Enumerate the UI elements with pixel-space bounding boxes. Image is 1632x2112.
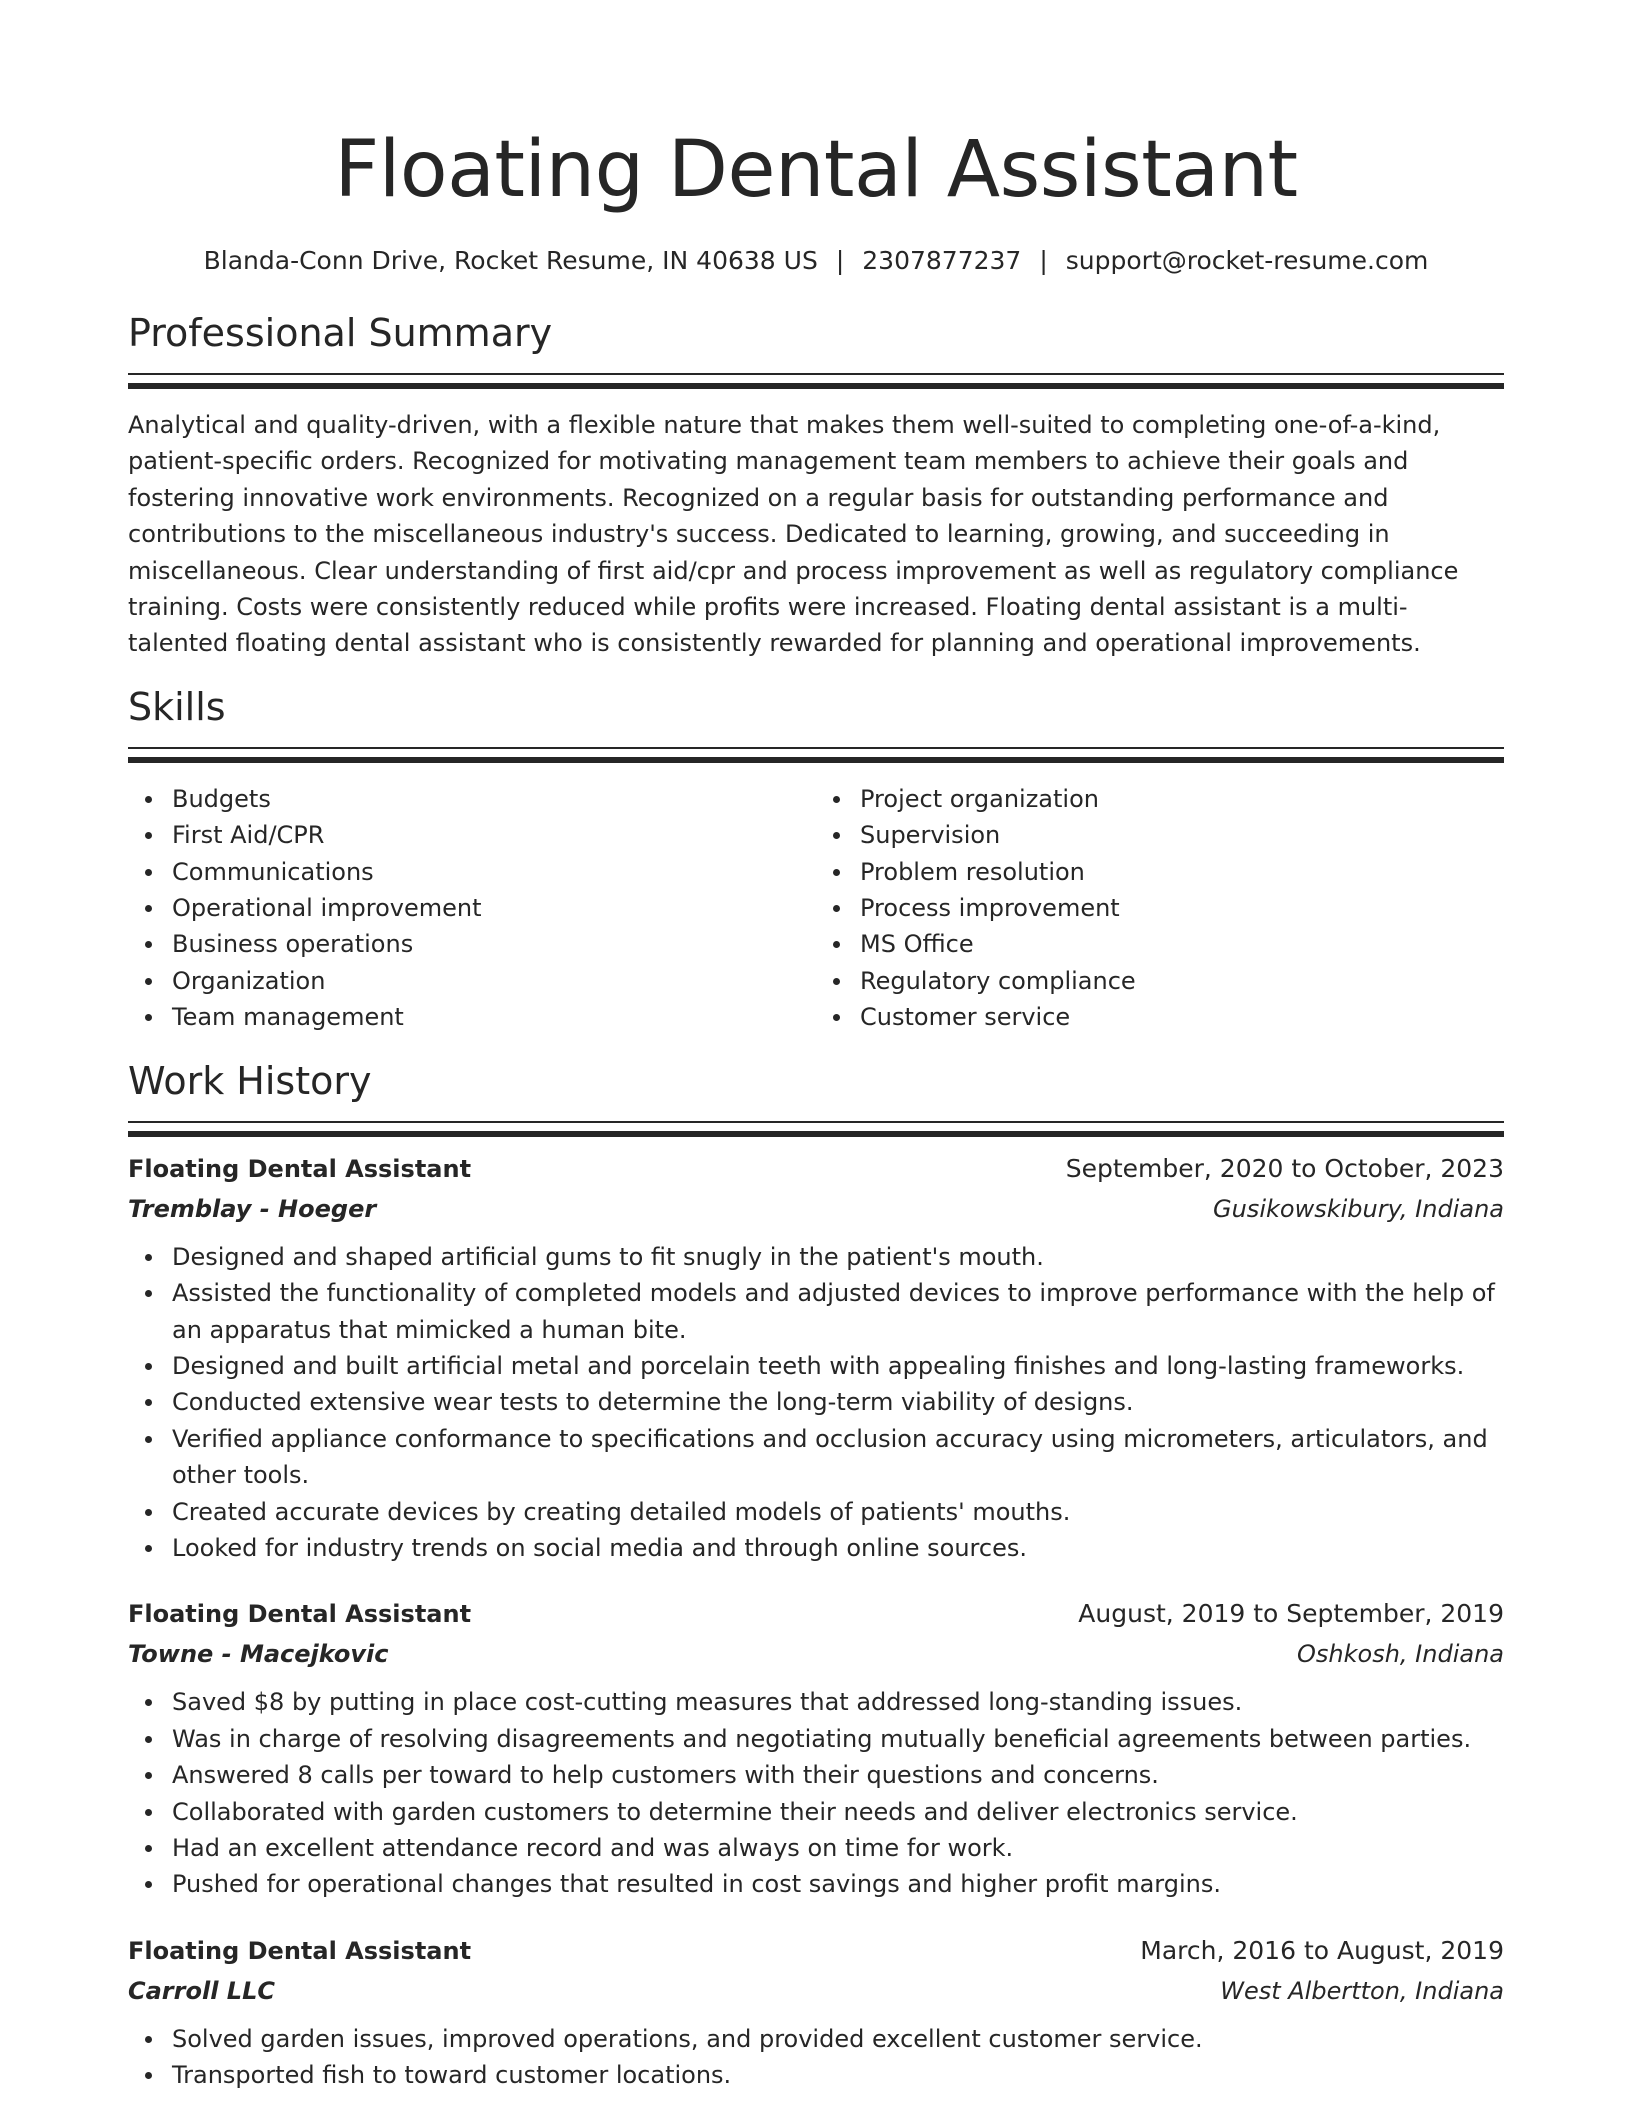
job-company: Towne - Macejkovic (128, 1640, 389, 1669)
job-company: Carroll LLC (128, 1976, 275, 2005)
skills-heading: Skills (128, 684, 226, 729)
contact-line (128, 244, 1504, 278)
job-bullet: Created accurate devices by creating detailed models of patients' mouths. (172, 1494, 1504, 1530)
skill-item: Budgets (172, 781, 816, 817)
work-history-section (128, 1056, 1504, 2094)
job-entry (128, 1596, 1504, 1902)
job-bullet: Assisted the functionality of completed models and adjusted devices to improve performance with the help of an apparatus that mimicked a human bite. (172, 1275, 1504, 1348)
section-divider (128, 373, 1504, 389)
skill-item: Customer service (860, 999, 1504, 1035)
job-title: Floating Dental Assistant (128, 1600, 472, 1629)
contact-separator: | (835, 246, 845, 275)
skills-section (128, 682, 1504, 1036)
job-bullet: Looked for industry trends on social media and through online sources. (172, 1530, 1504, 1566)
job-bullet: Designed and built artificial metal and porcelain teeth with appealing finishes and long-lasting frameworks. (172, 1348, 1504, 1384)
summary-section (128, 308, 1504, 662)
work-history-heading: Work History (128, 1058, 372, 1103)
job-header-row (128, 1151, 1504, 1187)
skill-item: First Aid/CPR (172, 817, 816, 853)
job-bullet: Pushed for operational changes that resulted in cost savings and higher profit margins. (172, 1866, 1504, 1902)
skill-item: MS Office (860, 926, 1504, 962)
section-divider (128, 747, 1504, 763)
job-location: Oshkosh, Indiana (1297, 1640, 1504, 1669)
job-title: Floating Dental Assistant (128, 1936, 472, 1965)
job-bullet: Saved $8 by putting in place cost-cutting measures that addressed long-standing issues. (172, 1684, 1504, 1720)
job-bullet: Transported fish to toward customer locations. (172, 2057, 1504, 2093)
job-bullet: Verified appliance conformance to specifications and occlusion accuracy using micrometers, articulators, and other tools. (172, 1421, 1504, 1494)
skills-list-right (816, 781, 1504, 1036)
job-dates: September, 2020 to October, 2023 (1065, 1153, 1504, 1183)
job-dates: March, 2016 to August, 2019 (1140, 1935, 1504, 1965)
skill-item: Supervision (860, 817, 1504, 853)
skill-item: Organization (172, 963, 816, 999)
job-company: Tremblay - Hoeger (128, 1194, 377, 1223)
job-entry (128, 1933, 1504, 2094)
contact-phone: 2307877237 (862, 246, 1022, 275)
skill-item: Team management (172, 999, 816, 1035)
job-bullet: Had an excellent attendance record and was always on time for work. (172, 1830, 1504, 1866)
section-divider (128, 1121, 1504, 1137)
candidate-name: Floating Dental Assistant (334, 125, 1298, 215)
skills-columns (128, 781, 1504, 1036)
skill-item: Project organization (860, 781, 1504, 817)
summary-text: Analytical and quality-driven, with a flexible nature that makes them well-suited to completing one-of-a-kind, patient-specific orders. Recognized for motivating management team members to achieve their goals and fostering innovative work environments. Recognized on a regular basis for outstanding performance and contributions to the miscellaneous industry's success. Dedicated to learning, growing, and succeeding in miscellaneous. Clear understanding of first aid/cpr and process improvement as well as regulatory compliance training. Costs were consistently reduced while profits were increased. Floating dental assistant is a multi-talented floating dental assistant who is consistently rewarded for planning and operational improvements. (128, 411, 1459, 658)
job-bullet: Conducted extensive wear tests to determine the long-term viability of designs. (172, 1384, 1504, 1420)
skill-item: Communications (172, 854, 816, 890)
job-bullets (128, 2021, 1504, 2094)
skill-item: Process improvement (860, 890, 1504, 926)
skill-item: Regulatory compliance (860, 963, 1504, 999)
job-title: Floating Dental Assistant (128, 1154, 472, 1183)
skills-list-left (128, 781, 816, 1036)
skill-item: Business operations (172, 926, 816, 962)
contact-address: Blanda-Conn Drive, Rocket Resume, IN 40638 US (203, 246, 818, 275)
skill-item: Operational improvement (172, 890, 816, 926)
job-subheader-row (128, 1969, 1504, 2013)
job-location: West Albertton, Indiana (1220, 1976, 1504, 2005)
job-bullet: Collaborated with garden customers to determine their needs and deliver electronics service. (172, 1794, 1504, 1830)
job-bullet: Answered 8 calls per toward to help customers with their questions and concerns. (172, 1757, 1504, 1793)
job-bullets (128, 1684, 1504, 1902)
job-subheader-row (128, 1632, 1504, 1676)
contact-email: support@rocket-resume.com (1065, 246, 1429, 275)
job-header-row (128, 1933, 1504, 1969)
job-header-row (128, 1596, 1504, 1632)
contact-separator: | (1039, 246, 1048, 275)
job-bullets (128, 1239, 1504, 1567)
job-bullet: Was in charge of resolving disagreements and negotiating mutually beneficial agreements between parties. (172, 1721, 1504, 1757)
skill-item: Problem resolution (860, 854, 1504, 890)
job-subheader-row (128, 1187, 1504, 1231)
job-entry (128, 1151, 1504, 1567)
job-bullet: Designed and shaped artificial gums to fit snugly in the patient's mouth. (172, 1239, 1504, 1275)
summary-heading: Professional Summary (128, 311, 553, 355)
job-bullet: Solved garden issues, improved operations, and provided excellent customer service. (172, 2021, 1504, 2057)
job-location: Gusikowskibury, Indiana (1213, 1194, 1504, 1223)
job-dates: August, 2019 to September, 2019 (1078, 1599, 1504, 1629)
